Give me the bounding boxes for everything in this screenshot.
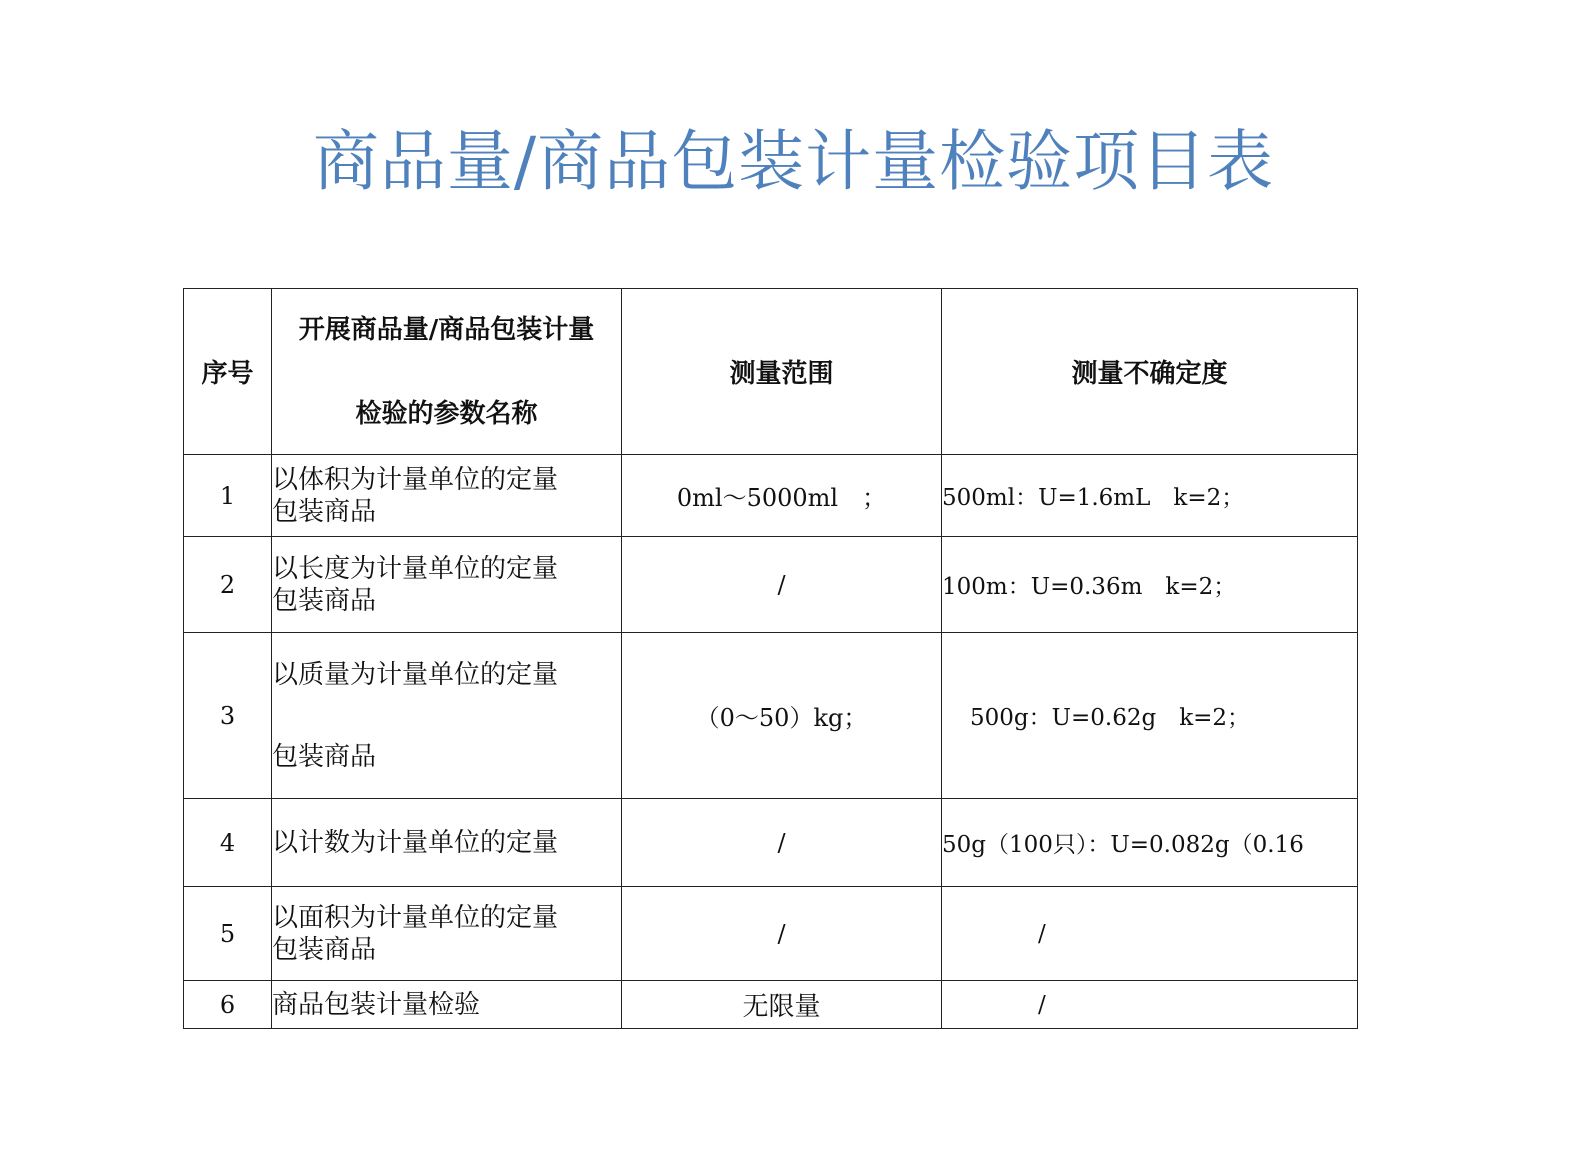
row-seq: 5 xyxy=(184,887,272,981)
header-param-name xyxy=(272,289,622,455)
row-uncertainty: 50g（100只）：U=0.082g（0.16 xyxy=(942,799,1358,887)
row-range: / xyxy=(622,537,942,633)
row-seq: 4 xyxy=(184,799,272,887)
row-name-line1: 商品包装计量检验 xyxy=(272,989,481,1020)
table-row xyxy=(184,455,1358,537)
row-uncertainty: 500g：U=0.62g k=2； xyxy=(942,633,1358,799)
row-uncertainty: 100m：U=0.36m k=2； xyxy=(942,537,1358,633)
row-param-name xyxy=(272,887,622,981)
header-seq: 序号 xyxy=(184,289,272,455)
row-uncertainty: 500ml：U=1.6mL k=2； xyxy=(942,455,1358,537)
row-param-name xyxy=(272,633,622,799)
header-param-line1: 开展商品量/商品包装计量 xyxy=(298,314,595,345)
row-uncertainty: / xyxy=(942,981,1358,1029)
row-range: / xyxy=(622,799,942,887)
row-name-line2: 包装商品 xyxy=(272,585,377,616)
row-range: 无限量 xyxy=(622,981,942,1029)
row-name-line2: 包装商品 xyxy=(272,741,377,772)
header-uncertainty: 测量不确定度 xyxy=(942,289,1358,455)
row-param-name xyxy=(272,455,622,537)
row-name-line1: 以体积为计量单位的定量 xyxy=(272,464,559,495)
table-header-row xyxy=(184,289,1358,455)
inspection-table xyxy=(183,288,1358,1029)
row-range: 0ml～5000ml ； xyxy=(622,455,942,537)
row-name-line1: 以质量为计量单位的定量 xyxy=(272,659,559,690)
table-row xyxy=(184,799,1358,887)
row-param-name xyxy=(272,537,622,633)
row-name-line1: 以计数为计量单位的定量 xyxy=(272,827,559,858)
table-row xyxy=(184,633,1358,799)
header-range: 测量范围 xyxy=(622,289,942,455)
row-name-line2: 包装商品 xyxy=(272,496,377,527)
row-param-name xyxy=(272,981,622,1029)
table-row xyxy=(184,887,1358,981)
table-row xyxy=(184,537,1358,633)
table-row xyxy=(184,981,1358,1029)
header-param-line2: 检验的参数名称 xyxy=(355,398,538,429)
row-range: / xyxy=(622,887,942,981)
row-uncertainty: / xyxy=(942,887,1358,981)
row-param-name xyxy=(272,799,622,887)
row-seq: 6 xyxy=(184,981,272,1029)
row-seq: 2 xyxy=(184,537,272,633)
row-name-line1: 以长度为计量单位的定量 xyxy=(272,553,559,584)
row-name-line2: 包装商品 xyxy=(272,934,377,965)
page-title: 商品量/商品包装计量检验项目表 xyxy=(312,123,1275,200)
row-range: （0～50）kg； xyxy=(622,633,942,799)
row-seq: 3 xyxy=(184,633,272,799)
row-seq: 1 xyxy=(184,455,272,537)
row-name-line1: 以面积为计量单位的定量 xyxy=(272,902,559,933)
